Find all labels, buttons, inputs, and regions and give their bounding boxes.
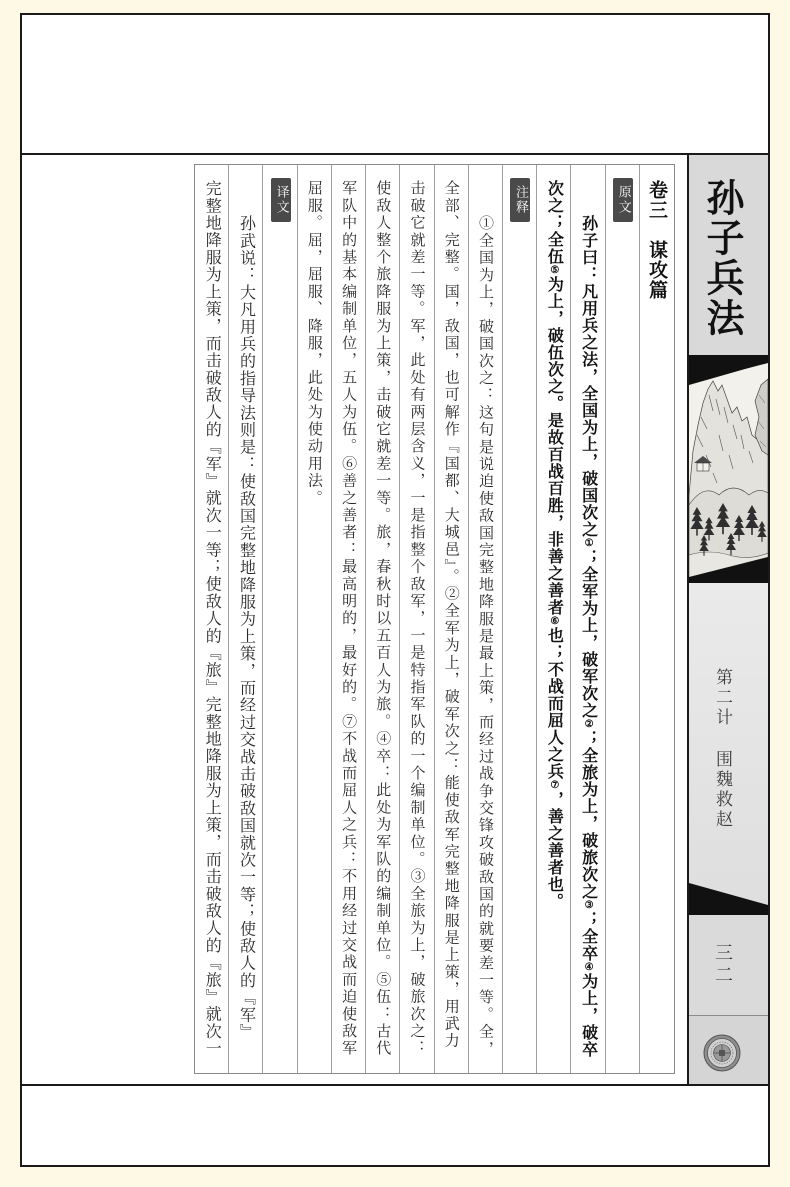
note-marker: ②: [583, 719, 595, 730]
title-block: [689, 155, 768, 355]
notes-label: 注释: [510, 178, 530, 222]
original-label: 原文: [613, 178, 633, 222]
original-text: 为上，破卒: [579, 973, 599, 1058]
original-text: ，善之善者也。: [545, 791, 565, 910]
translation-column: 孙武说：大凡用兵的指导法则是：使敌国完整地降服为上策，而经过交战击破敌国就次一等；使敌人的『军』: [237, 215, 257, 1041]
emblem-block: [689, 1015, 768, 1084]
chapter-name: 围魏救赵: [712, 750, 732, 830]
translation-column: 完整地降服为上策，而击破敌人的『军』就次一等；使敌人的『旅』完整地降服为上策，而击破敌人的『旅』就次一: [203, 180, 223, 1058]
landscape-illustration: [689, 355, 768, 583]
note-column: 使敌人整个旅降服为上策，击破它就差一等。旅，春秋时以五百人为旅。④卒：此处为军队的编制单位。⑤伍：古代: [374, 180, 393, 1058]
original-text: ；全旅为上，破旅次之: [579, 730, 599, 900]
black-wedge: [689, 583, 768, 915]
original-column: [537, 165, 571, 1073]
original-text: ；全卒: [579, 911, 599, 962]
section-heading: 卷三 谋攻篇: [646, 180, 668, 300]
note-column: 击破它就差一等。军，此处有两层含义，一是指整个敌军，一是特指军队的一个编制单位。③全旅为上，破旅次之：: [408, 180, 427, 1058]
footer-rule: [20, 1084, 770, 1086]
landscape-painting: [689, 355, 768, 583]
emblem-icon: [702, 1033, 742, 1073]
page-number-block: [689, 915, 768, 1015]
translation-label: 译文: [271, 178, 291, 222]
note-column: 全部、完整。国，敌国，也可解作『国都、大城邑』。②全军为上，破军次之：能使敌军完整地降服是上策，用武力: [442, 180, 461, 1050]
text-box: [194, 164, 675, 1074]
original-text: ；全军为上，破军次之: [579, 549, 599, 719]
note-column: 屈服。屈，屈服、降服，此处为使动用法。: [305, 180, 324, 507]
note-marker: ③: [583, 900, 595, 911]
note-marker: ⑦: [549, 780, 561, 791]
note-marker: ⑤: [549, 265, 561, 276]
chapter-block: [689, 583, 768, 915]
note-column: ①全国为上，破国次之：这句是说迫使敌国完整地降服是最上策，而经过战争交锋攻破敌国的就要差一等。全，: [476, 215, 495, 1058]
note-marker: ①: [583, 538, 595, 549]
chapter-number: 第二计: [712, 668, 732, 728]
original-text: 也；不战而屈人之兵: [545, 627, 565, 780]
header-rule: [20, 153, 770, 155]
note-marker: ④: [583, 962, 595, 973]
original-text: 次之；全伍: [545, 180, 565, 265]
page-number: 三二: [712, 943, 733, 987]
original-column: [571, 165, 605, 1073]
side-panel: [687, 155, 768, 1084]
note-column: 军队中的基本编制单位，五人为伍。⑥善之善者：最高明的，最好的。⑦不战而屈人之兵：不用经过交战而迫使敌军: [340, 180, 359, 1058]
original-text: 孙子曰：凡用兵之法，全国为上，破国次之: [579, 215, 599, 538]
book-title: 孙子兵法: [700, 178, 745, 338]
note-marker: ⑥: [549, 616, 561, 627]
original-text: 为上，破伍次之。是故百战百胜，非善之善者: [545, 276, 565, 616]
